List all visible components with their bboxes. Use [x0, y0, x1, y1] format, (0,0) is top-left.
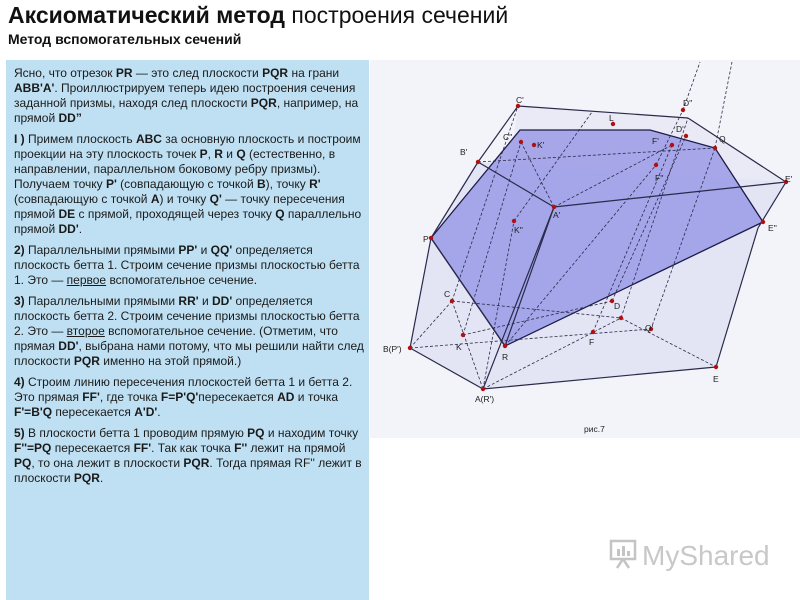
label-k-prime: K' — [537, 140, 545, 150]
paragraph-intro: Ясно, что отрезок PR — это след плоскости PQR на грани ABB'A'. Проиллюстрируем теперь идею построения сечения заданной призмы, находя след плоскости PQR, например, на прямой DD” — [14, 66, 359, 125]
watermark: MyShared — [642, 540, 770, 571]
figure-caption: рис.7 — [584, 424, 605, 434]
label-e-prime: E' — [785, 174, 793, 184]
label-f: F — [589, 337, 595, 347]
paragraph-step-2: 2) Параллельными прямыми PP' и QQ' определяется плоскость бетта 1. Строим сечение призмы плоскостью бетта 1. Это — первое вспомогательное сечение. — [14, 243, 360, 287]
label-k: K — [456, 342, 462, 352]
label-a-prime: A' — [553, 210, 561, 220]
paragraph-step-1: I ) Примем плоскость ABC за основную плоскость и построим проекции на эту плоскость точек P, R и Q (естественно, в направлении, параллельном боковому ребру призмы). Получаем точку P' (совпадающую с точкой B), точку R' (совпадающую с точкой A) и точку Q' — точку пересечения прямой DE с прямой, проходящей через точку Q параллельно прямой DD'. — [14, 132, 362, 236]
label-k-double-prime: K'' — [514, 225, 523, 235]
label-f-double-prime: F'' — [655, 173, 664, 183]
label-d-prime: D' — [676, 124, 684, 134]
label-d: D — [614, 301, 621, 311]
label-l: L — [609, 113, 614, 123]
label-c: C — [444, 289, 451, 299]
label-b-p-prime: B(P') — [383, 344, 402, 354]
label-d-double-prime: D'' — [683, 98, 693, 108]
paragraph-step-4: 4) Строим линию пересечения плоскостей бетта 1 и бетта 2. Это прямая FF', где точка F=P'Q'пересекается AD и точка F'=B'Q пересекается A'D'. — [14, 375, 353, 419]
label-r: R — [502, 352, 509, 362]
page-subtitle: Метод вспомогательных сечений — [8, 31, 242, 47]
label-q-prime: Q' — [645, 323, 654, 333]
label-e-double-prime: E'' — [768, 223, 777, 233]
label-b-prime: B' — [460, 147, 468, 157]
label-p: P — [423, 234, 429, 244]
label-q: Q — [719, 134, 726, 144]
label-c-prime: C' — [516, 95, 524, 105]
label-e: E — [713, 374, 719, 384]
label-a-r-prime: A(R') — [475, 394, 495, 404]
paragraph-step-5: 5) В плоскости бетта 1 проводим прямую PQ и находим точку F''=PQ пересекается FF'. Так как точка F'' лежит на прямой PQ, то она лежит в плоскости PQR. Тогда прямая RF'' лежит в плоскости PQR. — [14, 426, 362, 485]
label-f-prime: F' — [652, 136, 659, 146]
page-title: Аксиоматический метод построения сечений — [8, 2, 509, 28]
paragraph-step-3: 3) Параллельными прямыми RR' и DD' определяется плоскость бетта 2. Строим сечение призмы плоскостью бетта 2. Это — второе вспомогательное сечение. (Отметим, что прямая DD', выбрана нами потому, что мы решили найти след плоскости PQR именно на этой прямой.) — [14, 294, 364, 368]
label-c-double-prime: C'' — [503, 132, 513, 142]
